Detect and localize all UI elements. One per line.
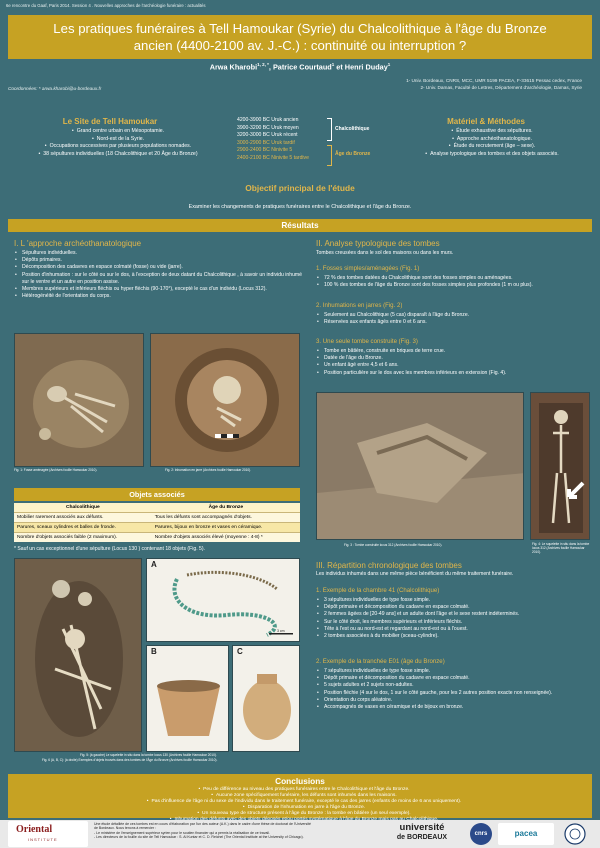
jar-burial-image [151, 334, 300, 467]
list-item: • Pas d'influence de l'âge ni du sexe de l'individu dans le traitement funéraire, excepté le cas des jarres (enfants de moins de 6 ans uniquement). [8, 799, 592, 805]
list-item: • Étude exhaustive des sépultures. [400, 128, 576, 136]
table-cell: Tous les défunts sont accompagnés d'objets. [152, 512, 300, 522]
ceramic-bowl-image [147, 646, 229, 752]
fig-6-caption: Fig. 6 (A, B, C): (à droite) Exemples d'objets trouvés dans des tombes de l'Âge du Bronze (Archives fouille Hamoukar 2010). [42, 758, 218, 762]
author-3-sup: 1 [387, 62, 391, 67]
cnrs-logo: cnrs [470, 823, 492, 845]
title-line-1: Les pratiques funéraires à Tell Hamoukar (Syrie) du Chalcolithique à l'âge du Bronze [53, 21, 547, 36]
oriental-logo-sub: INSTITUTE [28, 837, 58, 842]
table-cell: Parures, sceaux cylindres et balles de fronde. [14, 522, 152, 532]
list-item: • Aucune zone spécifiquement funéraire, les défunts sont inhumés dans les maisons. [8, 793, 592, 799]
list-item: • 2 tombes associées à du mobilier (sceau-cylindre). [316, 633, 591, 640]
title-line-2: ancien (4400-2100 av. J.-C.) : continuité ou interruption ? [133, 38, 467, 53]
objects-note: * Sauf un cas exceptionnel d'une sépulture (Locus 130 ) contenant 18 objets (Fig. 5). [14, 546, 205, 552]
fig-2-caption: Fig. 2: Inhumation en jarre (Archives fouille Hamoukar 2010). [165, 468, 252, 472]
objects-title: Objets associés [14, 488, 300, 501]
ack-line: de Bordeaux. Nous tenons à remercier : [94, 826, 157, 831]
section-2-title: II. Analyse typologique des tombes [316, 239, 440, 248]
list-item: • Dépôt primaire et décomposition du cadavre en espace colmaté. [316, 675, 591, 682]
label-c: C [237, 647, 243, 656]
list-item: • 2 femmes âgées de [20-49 ans] et un adulte dont l'âge et le sexe restent indéterminés. [316, 611, 591, 618]
section-1-title: I. L 'approche archéothanatologique [14, 239, 142, 248]
section-2-sub-2: 2. Inhumations en jarres (Fig. 2) [316, 302, 403, 309]
table-cell: Nombre d'objets associés faible (2 maximum). [14, 532, 152, 542]
fig-3-photo [316, 392, 524, 540]
fig-5-caption: Fig. 5: (à gauche) Le squelette in situ dans la tombe locus 130 (Archives fouille Hamoukar 2010). [80, 753, 217, 757]
table-cell: Mobilier rarement associés aux défunts. [14, 512, 152, 522]
list-item: • Hétérogénéité de l'orientation du corps. [14, 293, 302, 300]
list-item: • Nord-est de la Syrie. [18, 136, 218, 144]
fig-4-caption: Fig. 4: Le squelette in situ dans la tombe locus 312 (Archives fouille Hamoukar 2010). [532, 542, 590, 554]
list-item: • Membres supérieurs et inférieurs fléchis ou hyper fléchis (90-170°), excepté le cas d'un individu (Locus 312). [14, 286, 302, 293]
section-3-intro: Les individus inhumés dans une même pièce bénéficient du même traitement funéraire. [316, 571, 514, 577]
list-item: • Étude du recrutement (âge – sexe). [400, 143, 576, 151]
chalco-label: Chalcolithique [335, 126, 370, 132]
section-2-sub-1: 1. Fosses simples/aménagées (Fig. 1) [316, 265, 420, 272]
author-1-sup: 1, 2, * [257, 62, 269, 67]
conclusions-title: Conclusions [275, 776, 325, 786]
section-1-list [14, 250, 302, 300]
bronze-label: Âge du Bronze [335, 151, 371, 157]
list-item: • Dépôts primaires. [14, 257, 302, 264]
skeleton-312-image [531, 393, 590, 540]
contact-email[interactable]: Coordonnées: * arwa.kharobi@u-bordeaux.fr [8, 86, 102, 91]
tomb-130-image [15, 559, 142, 752]
list-item: • Orientation du corps aléatoire. [316, 697, 591, 704]
pacea-logo: pacea [498, 823, 554, 845]
list-item: • Un enfant âgé entre 4,5 et 6 ans. [316, 362, 591, 369]
author-2: , Patrice Courtaud [268, 62, 332, 72]
list-item: • Seulement au Chalcolithique (5 cas) disparaît à l'âge du Bronze. [316, 312, 591, 319]
list-item: • Grand centre urbain en Mésopotamie. [18, 128, 218, 136]
author-3: et Henri Duday [334, 62, 388, 72]
results-bar: Résultats [8, 219, 592, 232]
list-item: • Occupations successives par plusieurs populations nomades. [18, 143, 218, 151]
list-item: • Position d'inhumation : sur le côté ou sur le dos, à l'exception de deux datant du Chalcolithique , à savoir un individu inhumé sur le ventre et un autre en position assise. [14, 272, 302, 286]
list-item: • Tête à l'est ou au nord-est et regardant au nord-est ou à l'ouest. [316, 626, 591, 633]
ack-line: - Les directeurs de la fouille du site de Tell Hamoukar : S. Al Kuntar et C. D. Reichel (The Oriental Institute at the University of Chicago). [94, 835, 304, 840]
fig-3-caption: Fig. 3 : Tombe construite locus 312 (Archives fouille Hamoukar 2010). [344, 543, 443, 547]
section-3-sub-1-list [316, 597, 591, 640]
list-item: • Sur le côté droit, les membres supérieurs et inférieurs fléchis. [316, 619, 591, 626]
poster-title [8, 15, 592, 59]
table-header: Âge du Bronze [152, 503, 300, 512]
section-3-sub-2-list [316, 668, 591, 711]
authors [0, 62, 600, 71]
objective-text: Examiner les changements de pratiques funéraires entre le Chalcolithique et l'âge du Bronze. [188, 204, 412, 210]
bordeaux-logo-line-1: université [399, 822, 445, 833]
fig-4-photo [530, 392, 590, 540]
oriental-logo-text: Oriental [16, 824, 53, 835]
fig-2-photo [150, 333, 300, 467]
section-3-sub-1: 1. Exemple de la chambre 41 (Chalcolithique) [316, 587, 440, 594]
affiliations [406, 78, 582, 91]
objective-title: Objectif principal de l'étude [245, 183, 355, 193]
event-note: 6e rencontre du Gaaf, Paris 2014. Session 4 . Nouvelles approches de l'archéologie funéraire : actualités [6, 3, 206, 8]
label-b: B [151, 647, 157, 656]
section-3-title: III. Répartition chronologique des tombes [316, 561, 462, 570]
list-item: • 7 sépultures individuelles de type fosse simple. [316, 668, 591, 675]
ack-line: - Le ministère de l'enseignement supérieur syrien pour le soutien financier qui a permis la réalisation de ce travail. [94, 830, 270, 835]
list-item: • 38 sépultures individuelles (18 Chalcolithique et 20 Âge du Bronze) [18, 151, 218, 159]
ack-line: Une étude détaillée de ces tombes est en cours d'élaboration par l'un des auteur (A.K.) dans le cadre d'une thèse de doctorat de l'Université [94, 822, 311, 826]
list-item: • Réservées aux enfants âgés entre 0 et 6 ans. [316, 319, 591, 326]
materials-list [400, 128, 576, 158]
fig-6b-photo [146, 645, 229, 752]
section-2-sub-3: 3. Une seule tombe construite (Fig. 3) [316, 338, 418, 345]
list-item: • Sépultures individuelles. [14, 250, 302, 257]
bordeaux-logo-line-2: de BORDEAUX [396, 834, 448, 841]
site-title: Le Site de Tell Hamoukar [62, 117, 158, 126]
list-item: • 3 sépultures individuelles de type fosse simple. [316, 597, 591, 604]
bordeaux-logo [384, 822, 460, 846]
table-row [14, 532, 300, 542]
section-2-sub-3-list [316, 348, 591, 377]
chronology-list [237, 117, 309, 163]
author-2-sup: 1 [331, 62, 335, 67]
built-tomb-image [317, 393, 524, 540]
fig-1-caption: Fig. 1: Fosse aménagée (Archives fouille Hamoukar 2010). [14, 468, 98, 472]
table-cell: Parures, bijoux en bronze et vases en céramique. [152, 522, 300, 532]
fig-1-photo [14, 333, 144, 467]
section-3-sub-2: 2. Exemple de la tranchée E01 (âge du Bronze) [316, 658, 445, 665]
table-header: Chalcolithique [14, 503, 152, 512]
site-list [18, 128, 218, 158]
list-item: • Position fléchie (4 sur le dos, 1 sur le côté gauche, pour les 2 autres position exacte non renseignée). [316, 690, 591, 697]
damascus-logo [562, 823, 588, 845]
skeleton-pit-image [15, 334, 144, 467]
oriental-institute-logo [8, 821, 88, 847]
list-item: • Tombe en bâtière, construite en briques de terre crue. [316, 348, 591, 355]
period: 3200-3000 BC Uruk récent [237, 132, 298, 139]
period: 3000-2900 BC Uruk tardif [237, 139, 295, 146]
period: 2900-2400 BC Ninivite 5 [237, 147, 293, 154]
bronze-bracket [327, 145, 332, 166]
list-item: • 72 % des tombes datées du Chalcolithique sont des fosses simples ou aménagées. [316, 275, 591, 282]
period: 3900-3200 BC Uruk moyen [237, 124, 299, 131]
section-2-sub-2-list [316, 312, 591, 326]
list-item: • Datée de l'âge du Bronze. [316, 355, 591, 362]
list-item: • Analyse typologique des tombes et des objets associés. [400, 151, 576, 159]
table-row [14, 522, 300, 532]
damascus-seal-icon [562, 823, 588, 845]
scale-label: 3 cm [277, 629, 285, 633]
objects-table [14, 503, 300, 542]
list-item: • Approche archéothanatologique. [400, 136, 576, 144]
ceramic-jar-image [233, 646, 300, 752]
list-item: • Dépôt primaire et décomposition du cadavre en espace colmaté. [316, 604, 591, 611]
list-item: • 100 % des tombes de l'âge du Bronze sont des fosses simples plus profondes (1 m ou plus). [316, 282, 591, 289]
list-item: • Un nouveau type de structure présent à l'âge du Bronze : la tombe en bâtière (un seul exemple). [8, 811, 592, 817]
section-2-intro: Tombes creusées dans le sol des maisons ou dans les murs. [316, 250, 454, 256]
acknowledgements [94, 822, 380, 840]
list-item: • Position particulière sur le dos avec les membres inférieurs en extension (Fig. 4). [316, 370, 591, 377]
chalco-bracket [327, 118, 332, 141]
author-1: Arwa Kharobi [209, 62, 258, 72]
list-item: • Disparation de l'inhumation en jarre à l'âge du Bronze. [8, 805, 592, 811]
list-item: • Accompagnés de vases en céramique et de bijoux en bronze. [316, 704, 591, 711]
affiliation-2: 2- Univ. Damas, Faculté de Lettres, Département d'archéologie, Damas, Syrie [420, 84, 582, 90]
table-row [14, 512, 300, 522]
list-item: • Peu de différence au niveau des pratiques funéraires entre le Chalcolithique et l'âge du Bronze. [8, 787, 592, 793]
list-item: • Décomposition des cadavres en espace colmaté (fosse) ou vide (jarre). [14, 264, 302, 271]
fig-6a-photo [146, 558, 300, 642]
fig-5-photo [14, 558, 142, 752]
table-cell: Nombre d'objets associés élevé (moyenne : 4-8) * [152, 532, 300, 542]
affiliation-1: 1- Univ. Bordeaux, CNRS, MCC, UMR 5199 PACEA, F-33615 Pessac cedex, France [406, 78, 582, 83]
section-2-sub-1-list [316, 275, 591, 289]
conclusions-list [8, 787, 592, 822]
list-item: • 5 sujets adultes et 2 sujets non-adultes. [316, 682, 591, 689]
fig-6c-photo [232, 645, 300, 752]
label-a: A [151, 560, 157, 569]
period: 2400-2100 BC Ninivite 5 tardive [237, 154, 309, 161]
period: 4200-3900 BC Uruk ancien [237, 117, 299, 123]
materials-title: Matériel & Méthodes [447, 117, 525, 126]
